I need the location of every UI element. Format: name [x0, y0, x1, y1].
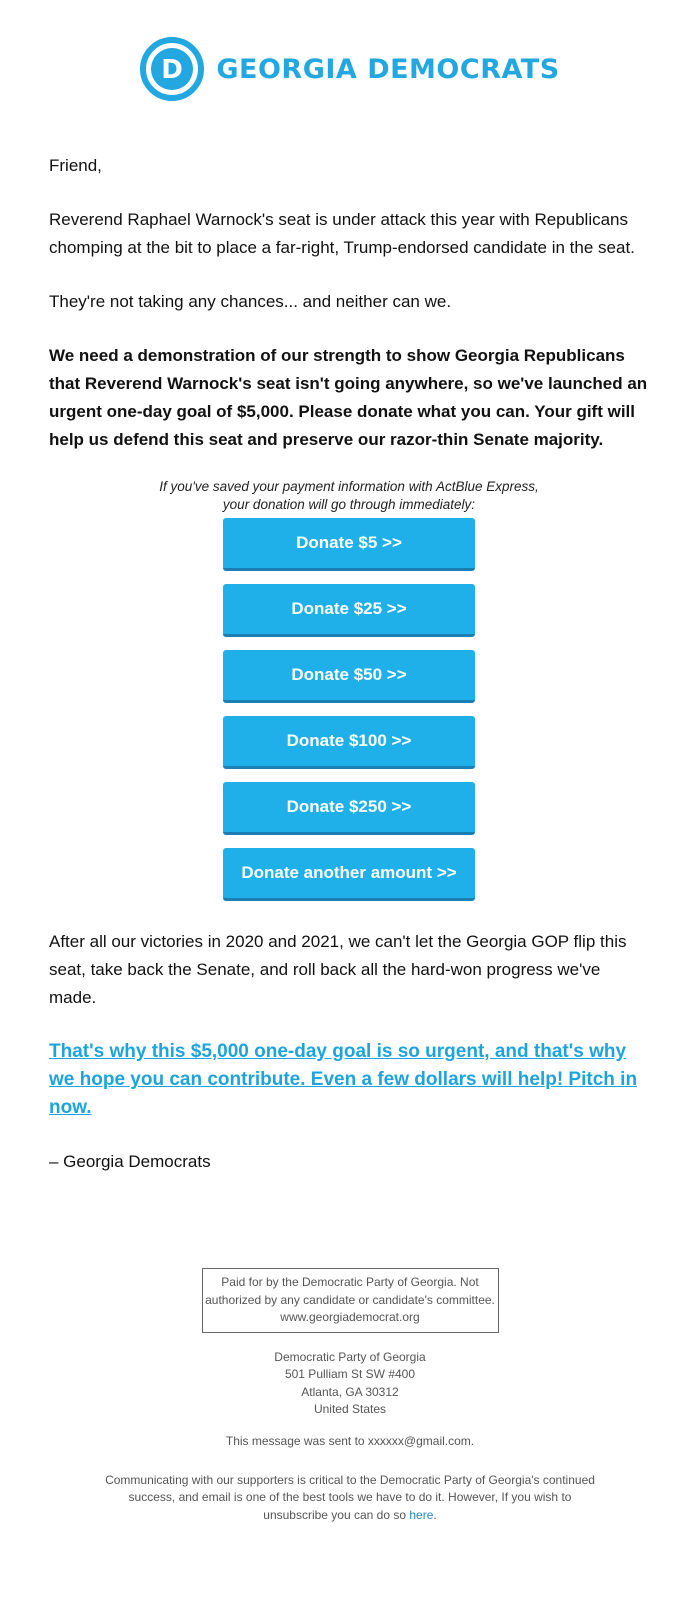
- donate-100-button[interactable]: Donate $100 >>: [223, 716, 475, 769]
- address-country: United States: [313, 1402, 387, 1416]
- unsubscribe-link[interactable]: here: [409, 1507, 434, 1522]
- email-footer: [0, 1268, 700, 1524]
- sent-suffix: .: [470, 1433, 475, 1448]
- signature: – Georgia Democrats: [49, 1152, 211, 1171]
- unsub-prefix: unsubscribe you can do so: [263, 1507, 410, 1522]
- logo-text: GEORGIA DEMOCRATS: [216, 53, 560, 85]
- pitch-in-link[interactable]: That's why this $5,000 one-day goal is so urgent, and that's why we hope you can contribute. Even a few dollars will help! Pitch in now.: [49, 1041, 638, 1118]
- unsub-line-3: [100, 1507, 600, 1525]
- democrats-d-logo-icon: [140, 37, 204, 101]
- paragraph-intro: Reverend Raphael Warnock's seat is under attack this year with Republicans chomping at the bit to place a far-right, Trump-endorsed candidate in the seat.: [49, 210, 635, 257]
- unsub-suffix: .: [433, 1507, 437, 1522]
- donate-other-amount-button[interactable]: Donate another amount >>: [223, 848, 475, 901]
- donate-250-button[interactable]: Donate $250 >>: [223, 782, 475, 835]
- unsubscribe-notice: [100, 1472, 600, 1525]
- mailing-address: [0, 1349, 700, 1419]
- actblue-note-line-1: If you've saved your payment information with ActBlue Express,: [159, 479, 539, 494]
- paragraph-victories: After all our victories in 2020 and 2021, we can't let the Georgia GOP flip this seat, take back the Senate, and roll back all the hard-won progress we've made.: [49, 932, 627, 1007]
- disclaimer-line-1: Paid for by the Democratic Party of Georgia. Not: [221, 1275, 479, 1289]
- disclaimer-line-2: authorized by any candidate or candidate's committee.: [205, 1292, 495, 1307]
- logo-letter: D: [161, 55, 184, 85]
- address-org: Democratic Party of Georgia: [274, 1349, 426, 1364]
- sent-prefix: This message was sent to: [225, 1433, 368, 1448]
- paid-for-disclaimer: [202, 1268, 499, 1333]
- email-body: [49, 152, 649, 1176]
- paragraph-goal: We need a demonstration of our strength to show Georgia Republicans that Reverend Warnock's seat isn't going anywhere, so we've launched an urgent one-day goal of $5,000. Please donate what you can. Your gift will help us defend this seat and preserve our razor-thin Senate majority.: [49, 346, 648, 449]
- unsub-line-2: success, and email is one of the best tools we have to do it. However, If you wish to: [128, 1490, 572, 1504]
- address-street: 501 Pulliam St SW #400: [284, 1367, 416, 1381]
- disclaimer-website: www.georgiademocrat.org: [280, 1310, 420, 1324]
- paragraph-chances: They're not taking any chances... and neither can we.: [49, 292, 452, 311]
- address-city: Atlanta, GA 30312: [301, 1384, 399, 1399]
- email-header: [0, 34, 700, 104]
- donate-button-group: [49, 518, 649, 914]
- recipient-email: xxxxxx@gmail.com: [367, 1433, 471, 1448]
- greeting: Friend,: [49, 156, 102, 175]
- donate-5-button[interactable]: Donate $5 >>: [223, 518, 475, 571]
- donate-25-button[interactable]: Donate $25 >>: [223, 584, 475, 637]
- actblue-express-note: [49, 478, 649, 514]
- donate-50-button[interactable]: Donate $50 >>: [223, 650, 475, 703]
- unsub-line-1: Communicating with our supporters is critical to the Democratic Party of Georgia's continued: [105, 1472, 595, 1487]
- actblue-note-line-2: your donation will go through immediately:: [222, 497, 476, 512]
- georgia-democrats-logo[interactable]: [140, 37, 559, 101]
- sent-to-notice: [0, 1433, 700, 1450]
